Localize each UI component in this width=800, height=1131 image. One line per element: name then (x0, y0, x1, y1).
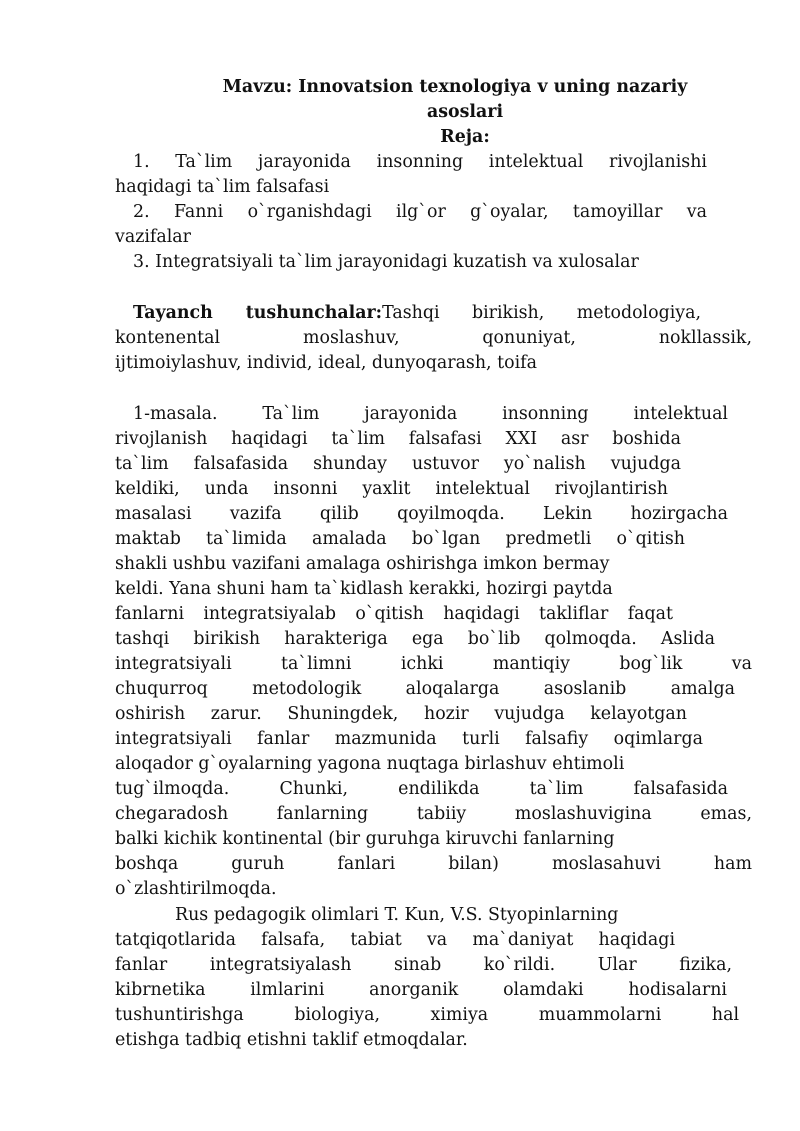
p1-line-16: tug`ilmoqda. Chunki, endilikda ta`lim falsafasida (115, 779, 728, 799)
p1-line-4: keldiki, unda insonni yaxlit intelektual rivojlantirish (115, 479, 668, 499)
title-line-2: asoslari (426, 102, 504, 122)
p2-line-2: tatqiqotlarida falsafa, tabiat va ma`daniyat haqidagi (115, 930, 675, 950)
p1-line-7: shakli ushbu vazifani amalaga oshirishga imkon bermay (115, 554, 610, 574)
p1-line-11: integratsiyali ta`limni ichki mantiqiy bog`lik va (115, 654, 752, 674)
p1-line-18: balki kichik kontinental (bir guruhga kiruvchi fanlarning (115, 829, 615, 849)
p1-line-12: chuqurroq metodologik aloqalarga asoslanib amalga (115, 679, 735, 699)
p1-line-10: tashqi birikish harakteriga ega bo`lib qolmoqda. Aslida (115, 629, 715, 649)
p1-line-6: maktab ta`limida amalada bo`lgan predmetli o`qitish (115, 529, 685, 549)
p1-line-2: rivojlanish haqidagi ta`lim falsafasi XXI asr boshida (115, 429, 681, 449)
plan-item-1-cont: haqidagi ta`lim falsafasi (115, 177, 330, 197)
key-concepts-line-2: kontenental moslashuv, qonuniyat, nokllassik, (115, 328, 752, 348)
title-line-1: Mavzu: Innovatsion texnologiya v uning nazariy (222, 77, 688, 97)
p1-line-14: integratsiyali fanlar mazmunida turli falsafiy oqimlarga (115, 729, 703, 749)
p1-line-3: ta`lim falsafasida shunday ustuvor yo`nalish vujudga (115, 454, 681, 474)
p1-line-8: keldi. Yana shuni ham ta`kidlash kerakki, hozirgi paytda (115, 579, 613, 599)
plan-item-2-cont: vazifalar (115, 227, 191, 247)
p2-line-1: Rus pedagogik olimlari T. Kun, V.S. Styopinlarning (175, 905, 619, 925)
p1-line-5: masalasi vazifa qilib qoyilmoqda. Lekin hozirgacha (115, 504, 728, 524)
p2-line-4: kibrnetika ilmlarini anorganik olamdaki hodisalarni (115, 980, 727, 1000)
p2-line-6: etishga tadbiq etishni taklif etmoqdalar. (115, 1030, 468, 1050)
p1-line-13: oshirish zarur. Shuningdek, hozir vujudga kelayotgan (115, 704, 687, 724)
p1-line-20: o`zlashtirilmoqda. (115, 879, 277, 899)
p2-line-5: tushuntirishga biologiya, ximiya muammolarni hal (115, 1005, 739, 1025)
plan-heading: Reja: (440, 127, 490, 147)
key-concepts-text: Tashqi birikish, metodologiya, (382, 303, 701, 323)
plan-item-2: 2. Fanni o`rganishdagi ilg`or g`oyalar, tamoyillar va (133, 202, 707, 222)
p1-line-15: aloqador g`oyalarning yagona nuqtaga birlashuv ehtimoli (115, 754, 625, 774)
p1-line-9: fanlarni integratsiyalab o`qitish haqidagi takliflar faqat (115, 604, 673, 624)
key-concepts-line-1 (133, 301, 701, 326)
plan-item-1: 1. Ta`lim jarayonida insonning intelektual rivojlanishi (133, 152, 707, 172)
p1-line-17: chegaradosh fanlarning tabiiy moslashuvigina emas, (115, 804, 752, 824)
p2-line-3: fanlar integratsiyalash sinab ko`rildi. Ular fizika, (115, 955, 732, 975)
key-concepts-label: Tayanch tushunchalar: (133, 303, 383, 323)
key-concepts-line-3: ijtimoiylashuv, individ, ideal, dunyoqarash, toifa (115, 353, 537, 373)
plan-item-3: 3. Integratsiyali ta`lim jarayonidagi kuzatish va xulosalar (133, 252, 639, 272)
p1-line-1: 1-masala. Ta`lim jarayonida insonning intelektual (133, 404, 728, 424)
p1-line-19: boshqa guruh fanlari bilan) moslasahuvi ham (115, 854, 752, 874)
